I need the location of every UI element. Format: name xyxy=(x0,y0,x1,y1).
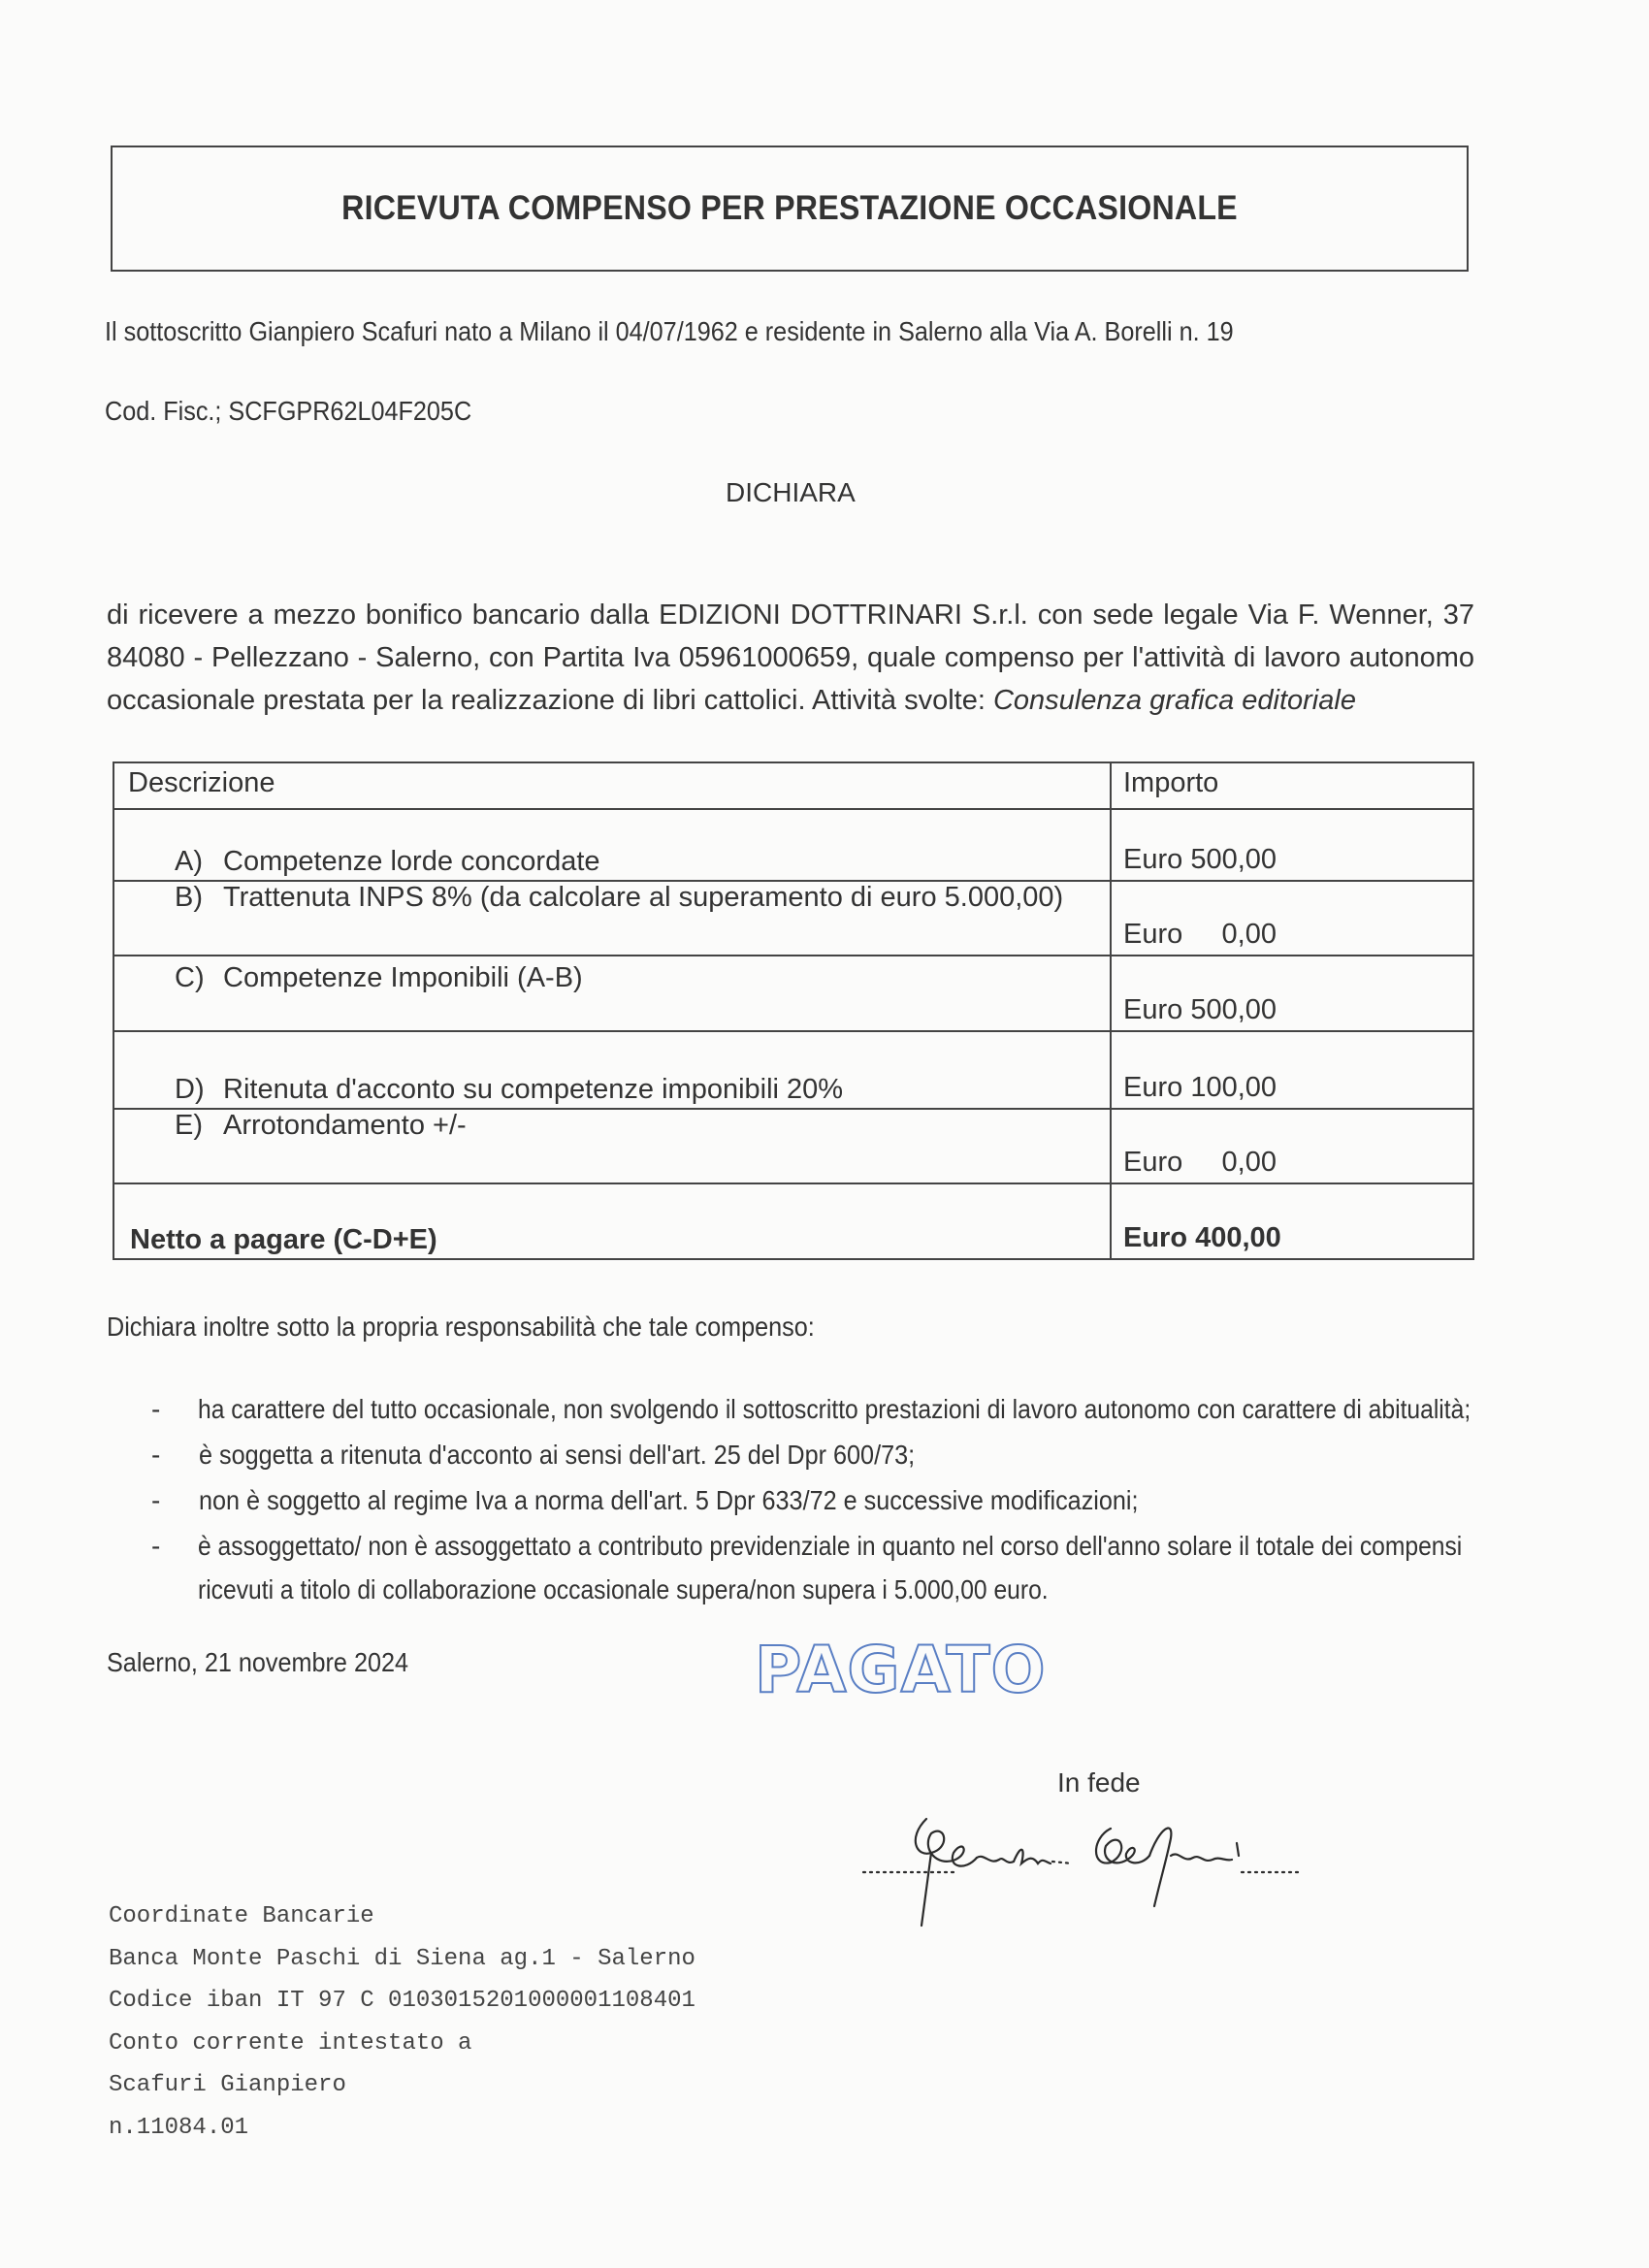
account-holder-label: Conto corrente intestato a xyxy=(109,2029,472,2057)
bank-details xyxy=(109,1895,695,2149)
document-title: RICEVUTA COMPENSO PER PRESTAZIONE OCCASIONALE xyxy=(341,189,1238,227)
table-row xyxy=(113,1031,1473,1109)
list-item: - è assoggettato/ non è assoggettato a contributo previdenziale in quanto nel corso dell'anno solare il totale dei compensi ricevuti a titolo di collaborazione occasionale supera/non supera i 5.000,00 euro. xyxy=(151,1531,1463,1604)
total-label: Netto a pagare (C-D+E) xyxy=(113,1183,1111,1259)
row-amount: Euro 100,00 xyxy=(1123,1072,1277,1103)
bank-name: Banca Monte Paschi di Siena ag.1 - Salerno xyxy=(109,1945,695,1972)
declarations-list xyxy=(151,1387,1474,1611)
table-row xyxy=(113,1109,1473,1183)
row-amount: Euro 0,00 xyxy=(1123,919,1277,950)
table-total-row xyxy=(113,1183,1473,1259)
in-fede-label: In fede xyxy=(1057,1767,1141,1798)
row-label: Trattenuta INPS 8% (da calcolare al superamento di euro 5.000,00) xyxy=(223,882,1064,913)
row-key: A) xyxy=(175,846,203,877)
row-key: C) xyxy=(175,962,205,993)
row-label: Competenze lorde concordate xyxy=(223,846,600,877)
paragraph-text: di ricevere a mezzo bonifico bancario dalla EDIZIONI DOTTRINARI S.r.l. con sede legale Via F. Wenner, 37 84080 - Pellezzano - Salerno, con Partita Iva 05961000659, quale compenso per l'attività di lavoro autonomo occasionale prestata per la realizzazione di libri cattolici. Attività svolte: xyxy=(107,599,1474,716)
row-amount: Euro 0,00 xyxy=(1123,1147,1277,1178)
activities-text: Consulenza grafica editoriale xyxy=(992,685,1356,716)
list-item: - ha carattere del tutto occasionale, non svolgendo il sottoscritto prestazioni di lavoro autonomo con carattere di abitualità; xyxy=(151,1394,1471,1424)
dichiara-heading: DICHIARA xyxy=(726,477,856,507)
table-row xyxy=(113,956,1473,1031)
declares-intro: Dichiara inoltre sotto la propria responsabilità che tale compenso: xyxy=(107,1312,815,1342)
place-date: Salerno, 21 novembre 2024 xyxy=(107,1647,409,1677)
account-holder: Scafuri Gianpiero xyxy=(109,2072,346,2098)
total-amount: Euro 400,00 xyxy=(1123,1222,1281,1253)
header-amount: Importo xyxy=(1111,762,1473,809)
paid-stamp: PAGATO xyxy=(755,1633,1047,1707)
bank-details-heading: Coordinate Bancarie xyxy=(109,1903,374,1929)
row-key: B) xyxy=(175,882,203,913)
declaration-paragraph xyxy=(107,594,1474,722)
declarant-line: Il sottoscritto Gianpiero Scafuri nato a Milano il 04/07/1962 e residente in Salerno alla Via A. Borelli n. 19 xyxy=(105,316,1234,346)
row-amount: Euro 500,00 xyxy=(1123,994,1277,1025)
title-box xyxy=(111,146,1469,272)
row-label: Arrotondamento +/- xyxy=(223,1110,467,1141)
iban: Codice iban IT 97 C 0103015201000001108401 xyxy=(109,1988,695,2014)
account-number: n.11084.01 xyxy=(109,2114,249,2141)
table-header-row xyxy=(113,762,1473,809)
row-key: E) xyxy=(175,1110,203,1141)
list-item: - non è soggetto al regime Iva a norma dell'art. 5 Dpr 633/72 e successive modificazioni; xyxy=(151,1485,1139,1515)
row-label: Ritenuta d'acconto su competenze imponibili 20% xyxy=(223,1074,844,1105)
header-description: Descrizione xyxy=(113,762,1111,809)
row-key: D) xyxy=(175,1074,205,1105)
list-item: - è soggetta a ritenuta d'acconto ai sensi dell'art. 25 del Dpr 600/73; xyxy=(151,1440,916,1470)
row-label: Competenze Imponibili (A-B) xyxy=(223,962,583,993)
tax-code: Cod. Fisc.; SCFGPR62L04F205C xyxy=(105,396,472,426)
signature xyxy=(858,1799,1305,1935)
compensation-table xyxy=(113,761,1474,1260)
table-row xyxy=(113,809,1473,881)
row-amount: Euro 500,00 xyxy=(1123,844,1277,875)
table-row xyxy=(113,881,1473,956)
